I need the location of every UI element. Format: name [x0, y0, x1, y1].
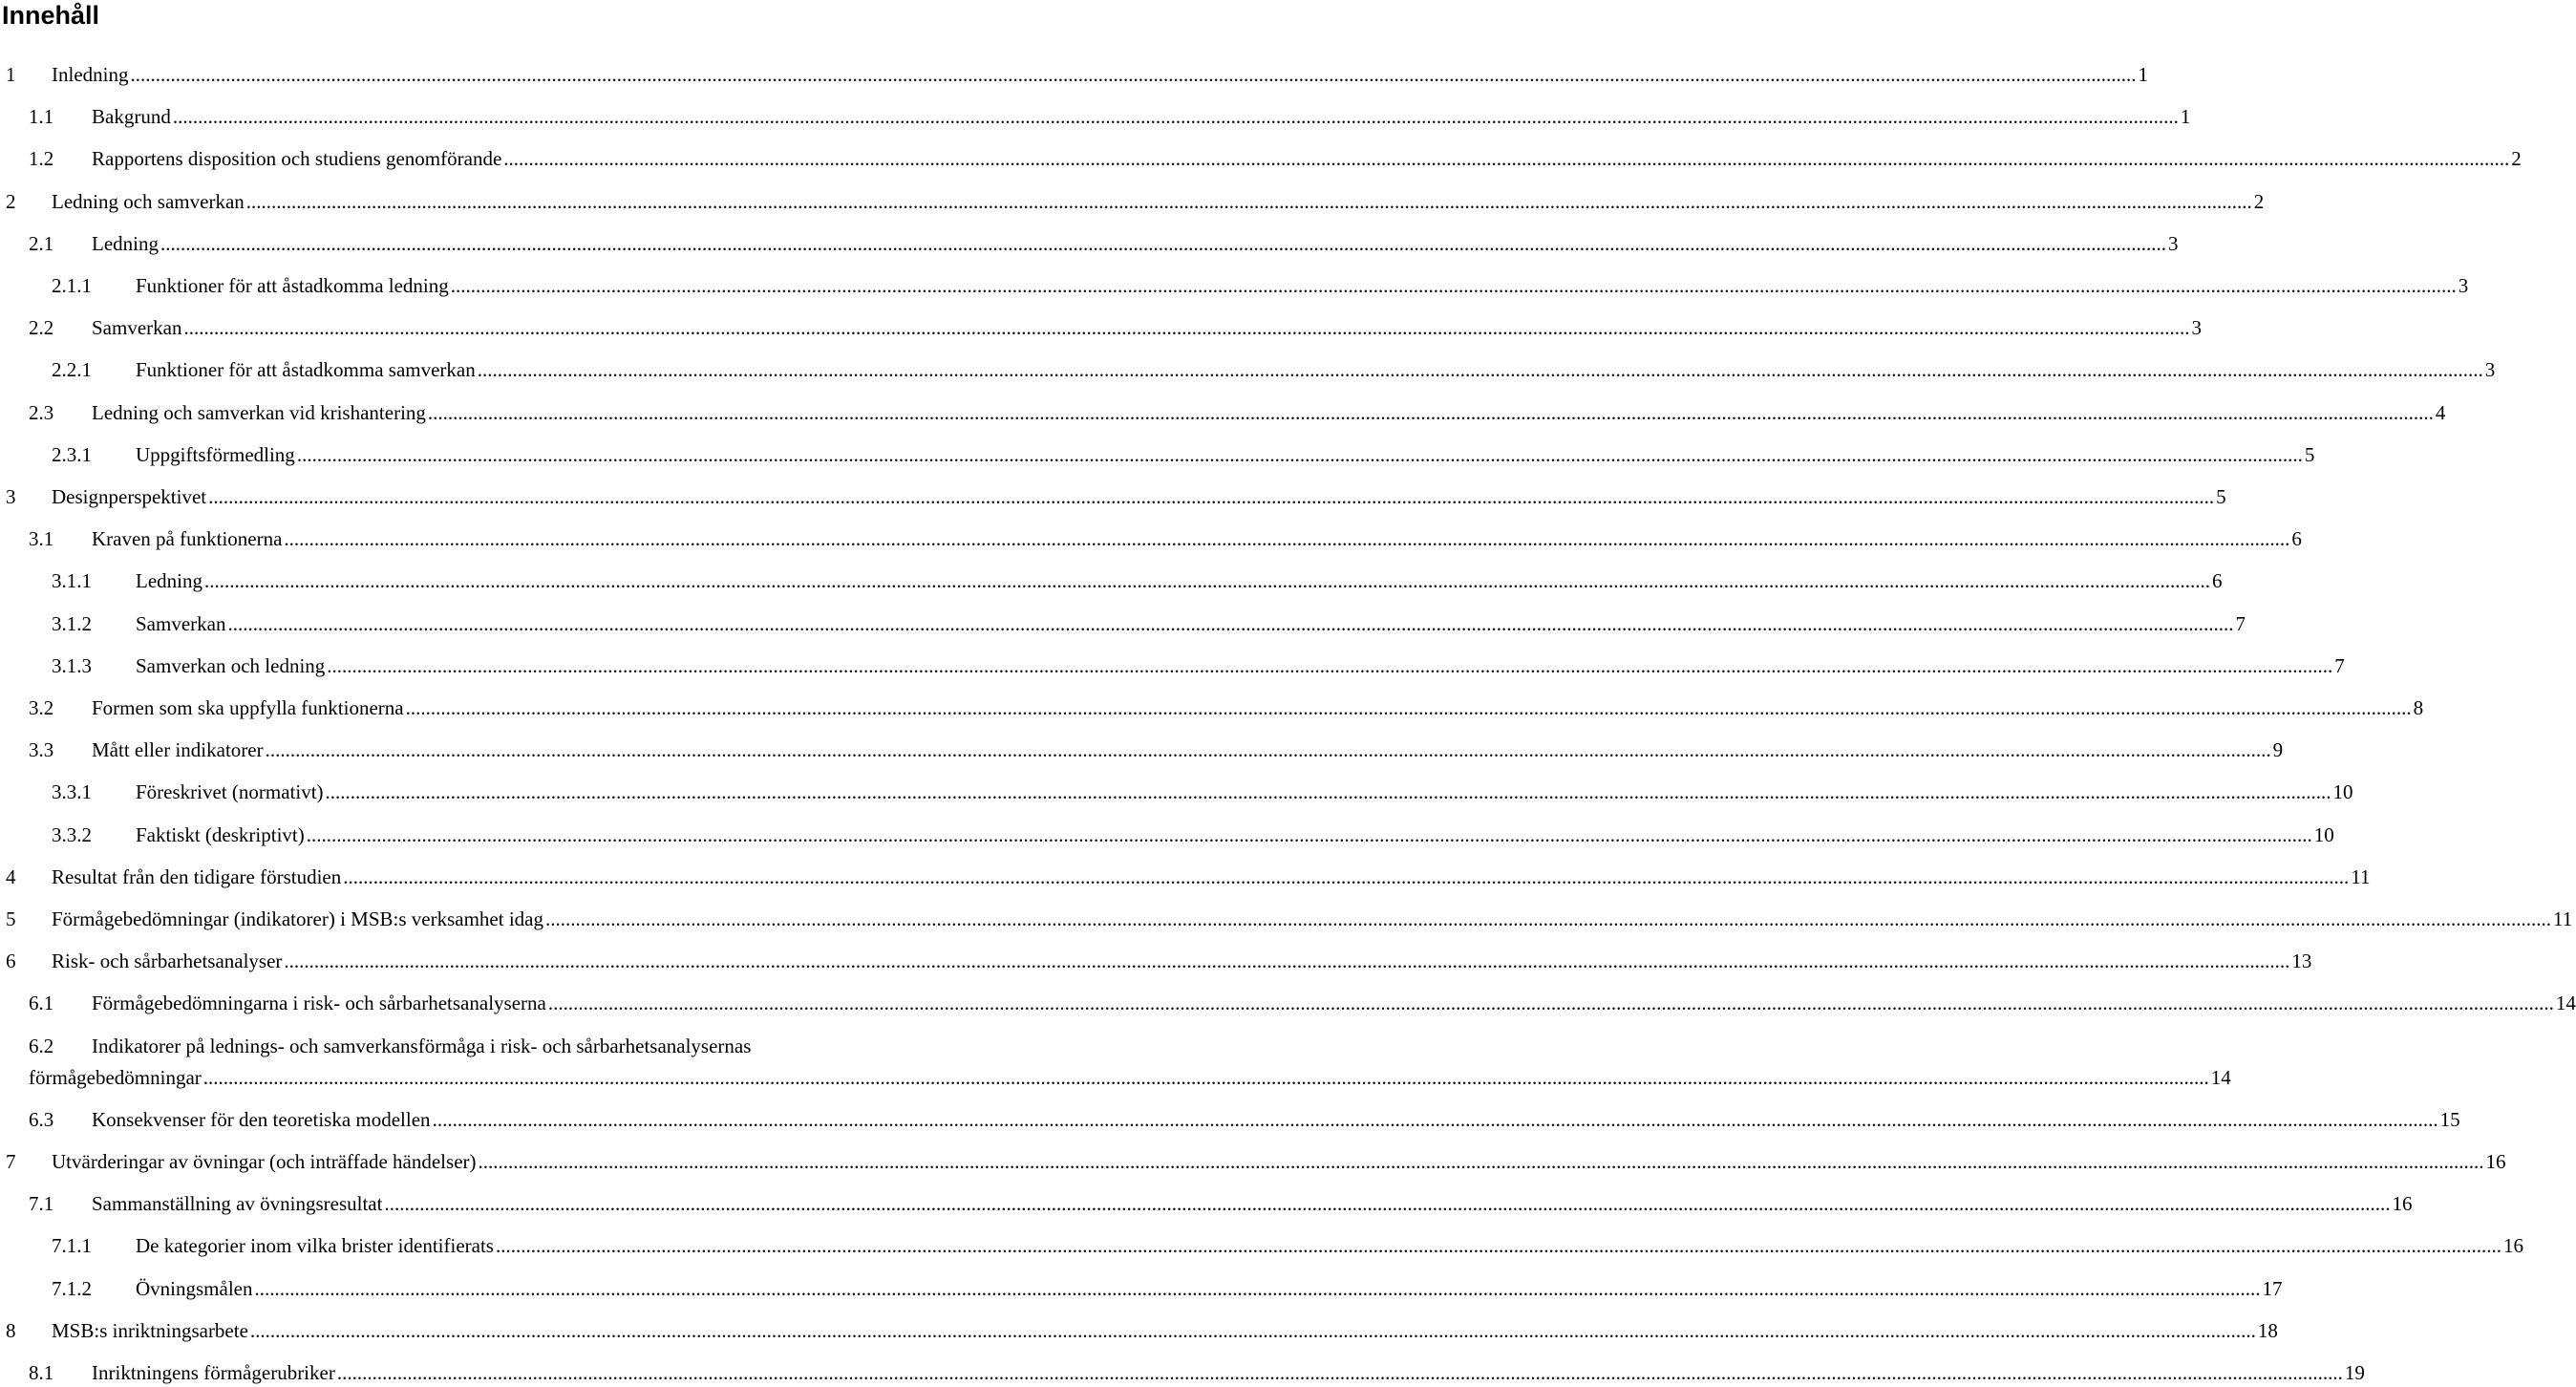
toc-entry[interactable]: [52, 566, 2223, 595]
toc-entry-number: 8: [6, 1319, 16, 1342]
toc-entry[interactable]: [29, 1105, 2460, 1134]
toc-entry-title: Sammanställning av övningsresultat: [92, 1192, 383, 1215]
toc-entry-page: 2: [2511, 147, 2522, 170]
toc-entry-page: 2: [2253, 190, 2265, 213]
dot-leader: ................................................................................................................................................................................................................................................................................................................................................................................................................: [130, 63, 2137, 86]
toc-entry[interactable]: [29, 398, 2446, 427]
toc-entry[interactable]: [52, 1274, 2283, 1303]
toc-entry-title: Utvärderingar av övningar (och inträffade händelser): [52, 1150, 477, 1173]
toc-entry-number: 7.1: [29, 1192, 54, 1215]
toc-entry-page: 10: [2332, 780, 2353, 803]
toc-entry-number: 2.2.1: [52, 358, 92, 381]
toc-entry-title: Rapportens disposition och studiens genomförande: [92, 147, 502, 170]
toc-entry-page: 5: [2304, 443, 2315, 466]
toc-entry-page: 16: [2392, 1192, 2413, 1215]
toc-entry[interactable]: [29, 736, 2284, 764]
toc-entry[interactable]: [52, 271, 2469, 300]
toc-entry-title: MSB:s inriktningsarbete: [52, 1319, 248, 1342]
dot-leader: ................................................................................................................................................................................................................................................................................................................................................................................................................: [495, 1234, 2501, 1257]
toc-entry-number: 7.1.2: [52, 1277, 92, 1300]
toc-heading: Innehåll: [2, 1, 100, 30]
dot-leader: ................................................................................................................................................................................................................................................................................................................................................................................................................: [432, 1108, 2438, 1131]
toc-entry-number: 1: [6, 63, 16, 86]
toc-entry-title: Förmågebedömningar (indikatorer) i MSB:s verksamhet idag: [52, 907, 543, 930]
toc-entry-title: Inledning: [52, 63, 129, 86]
toc-entry-title: De kategorier inom vilka brister identifierats: [136, 1234, 494, 1257]
dot-leader: ................................................................................................................................................................................................................................................................................................................................................................................................................: [284, 527, 2290, 550]
toc-entry-number: 3.3.1: [52, 780, 92, 803]
toc-entry-number: 2.3.1: [52, 443, 92, 466]
toc-entry-title: Inriktningens förmågerubriker: [92, 1361, 335, 1384]
dot-leader: ................................................................................................................................................................................................................................................................................................................................................................................................................: [202, 1066, 2209, 1089]
toc-entry[interactable]: [52, 651, 2345, 680]
dot-leader: ................................................................................................................................................................................................................................................................................................................................................................................................................: [306, 823, 2312, 846]
toc-entry-page: 8: [2413, 696, 2424, 719]
toc-entry-page: 7: [2334, 654, 2345, 677]
toc-entry[interactable]: [29, 1358, 2365, 1387]
dot-leader: ................................................................................................................................................................................................................................................................................................................................................................................................................: [478, 1150, 2484, 1173]
toc-entry-page: 9: [2272, 738, 2284, 761]
toc-entry[interactable]: [6, 1147, 2506, 1176]
toc-entry-title: Indikatorer på lednings- och samverkansförmåga i risk- och sårbarhetsanalysernas: [92, 1035, 752, 1057]
toc-entry-page: 19: [2344, 1361, 2365, 1384]
toc-entry-title: Samverkan: [136, 612, 226, 635]
toc-entry[interactable]: [29, 313, 2202, 342]
toc-entry-page: 16: [2485, 1150, 2506, 1173]
dot-leader: ................................................................................................................................................................................................................................................................................................................................................................................................................: [203, 569, 2210, 592]
toc-entry-title: Samverkan och ledning: [136, 654, 326, 677]
toc-entry-number: 3.1.1: [52, 569, 92, 592]
dot-leader: ................................................................................................................................................................................................................................................................................................................................................................................................................: [160, 232, 2166, 255]
toc-entry-page: 16: [2502, 1234, 2523, 1257]
toc-entry[interactable]: [52, 778, 2353, 806]
toc-entry[interactable]: [6, 1316, 2278, 1345]
dot-leader: ................................................................................................................................................................................................................................................................................................................................................................................................................: [405, 696, 2412, 719]
toc-entry[interactable]: [6, 947, 2312, 975]
dot-leader: ................................................................................................................................................................................................................................................................................................................................................................................................................: [227, 612, 2234, 635]
toc-entry-number: 3.3.2: [52, 823, 92, 846]
toc-entry-number: 5: [6, 907, 16, 930]
toc-entry-title: Förmågebedömningarna i risk- och sårbarhetsanalyserna: [92, 992, 546, 1014]
toc-entry-continuation[interactable]: [29, 1063, 2231, 1092]
toc-entry-title: Risk- och sårbarhetsanalyser: [52, 950, 283, 972]
dot-leader: ................................................................................................................................................................................................................................................................................................................................................................................................................: [325, 780, 2331, 803]
toc-entry-title: Faktiskt (deskriptivt): [136, 823, 305, 846]
toc-entry-title: Uppgiftsförmedling: [136, 443, 295, 466]
toc-entry-number: 2.1.1: [52, 274, 92, 297]
toc-entry[interactable]: [6, 187, 2265, 216]
dot-leader: ................................................................................................................................................................................................................................................................................................................................................................................................................: [384, 1192, 2391, 1215]
toc-entry-number: 6.2: [29, 1035, 54, 1057]
toc-entry-title: Konsekvenser för den teoretiska modellen: [92, 1108, 431, 1131]
toc-entry-title: Resultat från den tidigare förstudien: [52, 865, 342, 888]
toc-entry[interactable]: [52, 355, 2496, 384]
toc-entry-number: 3.1.2: [52, 612, 92, 635]
toc-entry[interactable]: [6, 905, 2573, 933]
toc-entry-page: 10: [2313, 823, 2334, 846]
toc-entry-page: 15: [2439, 1108, 2460, 1131]
toc-entry-number: 2.3: [29, 401, 54, 424]
toc-entry-title: Formen som ska uppfylla funktionerna: [92, 696, 404, 719]
toc-entry-page: 13: [2291, 950, 2312, 972]
toc-entry[interactable]: [6, 863, 2371, 891]
toc-entry-number: 2.1: [29, 232, 54, 255]
toc-entry-title: Funktioner för att åstadkomma ledning: [136, 274, 449, 297]
toc-entry-page: 1: [2180, 105, 2191, 128]
toc-entry-title: Ledning och samverkan vid krishantering: [92, 401, 426, 424]
toc-entry-title: Ledning: [136, 569, 202, 592]
toc-entry-page: 1: [2138, 63, 2148, 86]
toc-entry[interactable]: [52, 1231, 2523, 1260]
toc-entry[interactable]: [29, 1189, 2413, 1218]
dot-leader: ................................................................................................................................................................................................................................................................................................................................................................................................................: [450, 274, 2457, 297]
toc-entry[interactable]: [29, 229, 2179, 258]
toc-entry-page: 7: [2235, 612, 2246, 635]
toc-entry[interactable]: [52, 821, 2334, 849]
toc-entry-page: 11: [2552, 907, 2573, 930]
toc-entry-page: 3: [2191, 316, 2202, 339]
toc-entry-number: 3.3: [29, 738, 54, 761]
toc-entry-title: Bakgrund: [92, 105, 171, 128]
dot-leader: ................................................................................................................................................................................................................................................................................................................................................................................................................: [547, 992, 2554, 1014]
toc-entry-number: 3.1.3: [52, 654, 92, 677]
toc-entry-page: 6: [2211, 569, 2223, 592]
toc-entry-number: 7: [6, 1150, 16, 1173]
dot-leader: ................................................................................................................................................................................................................................................................................................................................................................................................................: [254, 1277, 2261, 1300]
toc-entry-title: Ledning: [92, 232, 159, 255]
toc-entry-number: 3.1: [29, 527, 54, 550]
toc-entry[interactable]: [29, 524, 2302, 553]
toc-entry-title-continuation: förmågebedömningar: [29, 1066, 202, 1089]
toc-entry-title: Ledning och samverkan: [52, 190, 245, 213]
dot-leader: ................................................................................................................................................................................................................................................................................................................................................................................................................: [265, 738, 2271, 761]
toc-entry-number: 6: [6, 950, 16, 972]
toc-entry[interactable]: [29, 144, 2522, 173]
toc-entry-number: 8.1: [29, 1361, 54, 1384]
toc-entry-number: 4: [6, 865, 16, 888]
toc-entry-page: 11: [2351, 865, 2371, 888]
toc-entry-number: 6.3: [29, 1108, 54, 1131]
toc-entry-page: 6: [2291, 527, 2302, 550]
dot-leader: ................................................................................................................................................................................................................................................................................................................................................................................................................: [336, 1361, 2343, 1384]
toc-entry-title: Kraven på funktionerna: [92, 527, 283, 550]
toc-entry[interactable]: [6, 482, 2226, 511]
toc-entry-title: Mått eller indikatorer: [92, 738, 264, 761]
toc-entry-page: 4: [2435, 401, 2446, 424]
toc-entry[interactable]: [52, 609, 2246, 638]
dot-leader: ................................................................................................................................................................................................................................................................................................................................................................................................................: [427, 401, 2434, 424]
toc-entry-title: Övningsmålen: [136, 1277, 253, 1300]
toc-entry[interactable]: [29, 1032, 917, 1060]
dot-leader: ................................................................................................................................................................................................................................................................................................................................................................................................................: [503, 147, 2510, 170]
toc-entry-title: Samverkan: [92, 316, 182, 339]
dot-leader: ................................................................................................................................................................................................................................................................................................................................................................................................................: [284, 950, 2290, 972]
toc-entry[interactable]: [52, 440, 2315, 469]
dot-leader: ................................................................................................................................................................................................................................................................................................................................................................................................................: [172, 105, 2179, 128]
toc-entry-page: 14: [2210, 1066, 2231, 1089]
dot-leader: ................................................................................................................................................................................................................................................................................................................................................................................................................: [327, 654, 2333, 677]
toc-entry-title: Designperspektivet: [52, 485, 207, 508]
toc-entry-page: 17: [2262, 1277, 2283, 1300]
toc-entry[interactable]: [29, 102, 2191, 131]
toc-entry-number: 3: [6, 485, 16, 508]
toc-entry-page: 3: [2167, 232, 2179, 255]
toc-entry-number: 1.1: [29, 105, 54, 128]
dot-leader: ................................................................................................................................................................................................................................................................................................................................................................................................................: [296, 443, 2303, 466]
dot-leader: ................................................................................................................................................................................................................................................................................................................................................................................................................: [208, 485, 2215, 508]
toc-entry-page: 3: [2484, 358, 2496, 381]
toc-entry[interactable]: [29, 694, 2424, 722]
toc-entry-title: Funktioner för att åstadkomma samverkan: [136, 358, 476, 381]
dot-leader: ................................................................................................................................................................................................................................................................................................................................................................................................................: [183, 316, 2190, 339]
toc-entry[interactable]: [6, 60, 2148, 89]
toc-entry-title: Föreskrivet (normativt): [136, 780, 324, 803]
dot-leader: ................................................................................................................................................................................................................................................................................................................................................................................................................: [477, 358, 2483, 381]
toc-entry-number: 7.1.1: [52, 1234, 92, 1257]
dot-leader: ................................................................................................................................................................................................................................................................................................................................................................................................................: [343, 865, 2350, 888]
toc-entry-page: 3: [2458, 274, 2469, 297]
toc-entry[interactable]: [29, 989, 2576, 1017]
toc-entry-number: 2.2: [29, 316, 54, 339]
dot-leader: ................................................................................................................................................................................................................................................................................................................................................................................................................: [544, 907, 2551, 930]
toc-entry-page: 18: [2257, 1319, 2278, 1342]
toc-entry-page: 5: [2216, 485, 2226, 508]
toc-entry-number: 1.2: [29, 147, 54, 170]
dot-leader: ................................................................................................................................................................................................................................................................................................................................................................................................................: [249, 1319, 2256, 1342]
dot-leader: ................................................................................................................................................................................................................................................................................................................................................................................................................: [245, 190, 2252, 213]
toc-entry-number: 2: [6, 190, 16, 213]
toc-entry-number: 6.1: [29, 992, 54, 1014]
toc-entry-page: 14: [2555, 992, 2576, 1014]
toc-entry-number: 3.2: [29, 696, 54, 719]
